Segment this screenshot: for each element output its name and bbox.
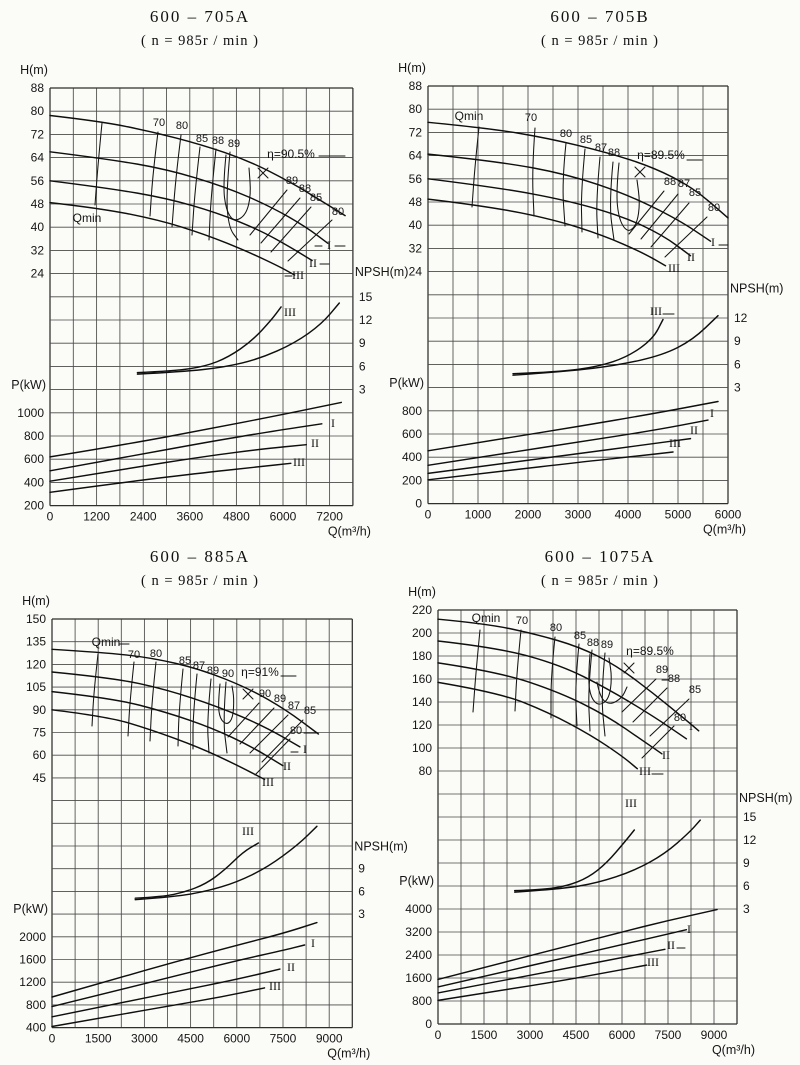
q-axis-title: Q(m³/h) [711,1043,755,1057]
efficiency-label: 87 [287,700,301,712]
curve-label-I: I [710,406,714,420]
q-axis-tick: 4800 [223,509,250,524]
pump-chart-svg [0,0,409,540]
chart-title: 600 – 705A [149,7,251,26]
p-axis-title: P(kW) [389,375,424,390]
curve-label-III: III [293,455,305,469]
p-axis-tick: 400 [401,450,422,465]
npsh-axis-title: NPSH(m) [730,281,784,296]
h-axis-tick: 120 [25,657,46,672]
h-axis-tick: 24 [30,266,44,281]
h-axis-tick: 150 [25,612,46,626]
h-axis-title: H(m) [398,61,426,75]
pump-chart-svg [0,540,408,1065]
efficiency-label: 85 [303,705,317,717]
h-axis-tick: 56 [30,173,44,188]
annotation-line [633,688,667,722]
head-curve-I [428,154,711,241]
h-axis-tick: 45 [32,770,46,785]
npsh-axis-title: NPSH(m) [739,791,793,806]
efficiency-label: 88 [607,147,621,159]
annotation-line [209,149,216,240]
h-axis-tick: 100 [411,741,432,755]
p-axis-tick: 800 [411,994,432,1008]
q-axis-title: Q(m³/h) [327,1046,371,1061]
curve-label-III: III [269,979,281,993]
efficiency-label: 88 [667,673,681,685]
npsh-axis-tick: 3 [743,902,750,916]
npsh-axis-tick: 3 [358,907,365,922]
q-axis-tick: 1200 [83,509,110,524]
h-axis-tick: 105 [25,680,46,695]
annotation-line [228,703,259,737]
efficiency-label: 89 [273,693,287,705]
h-axis-tick: 72 [30,127,44,142]
q-axis-tick: 3000 [564,507,592,522]
annotation-line [178,669,183,746]
efficiency-label: η=90.5% [267,147,315,161]
efficiency-label: 85 [309,192,323,204]
npsh-axis-tick: 9 [743,856,750,870]
curve-label-III: III [669,436,681,450]
q-axis-tick: 2400 [129,509,157,524]
h-axis-tick: 32 [30,243,44,258]
efficiency-label: 90 [221,668,235,680]
efficiency-label: 80 [175,120,189,132]
curve-label-III: III [262,775,274,789]
curve-label-III: III [284,305,296,319]
head-curve [438,619,702,769]
q-axis-tick: 0 [46,509,54,524]
h-axis-tick: 88 [408,79,422,93]
curve-label-I: I [331,416,335,430]
npsh-axis-tick: 12 [743,833,757,847]
curve-label-II: II [311,436,319,450]
p-axis-tick: 200 [23,498,44,513]
head-curve-III [52,710,265,780]
annotation-line [208,679,211,753]
efficiency-label: 85 [573,630,587,642]
npsh-curve-I [513,316,718,376]
h-axis-tick: 80 [408,102,422,117]
curve-label-III: III [668,261,680,275]
q-axis-tick: 7500 [654,1028,682,1042]
q-axis-tick: 7200 [316,509,343,524]
p-axis-tick: 0 [415,496,422,511]
h-axis-tick: 64 [408,148,422,163]
q-axis-tick: 1500 [84,1031,112,1046]
power-curve-II [52,969,280,1017]
efficiency-label: 88 [298,183,312,195]
q-axis-tick: 6000 [608,1028,636,1042]
efficiency-label: 80 [331,206,345,218]
curve-label-II: II [690,423,698,437]
efficiency-label: 89 [227,138,241,150]
power-curve [52,923,317,1027]
p-axis-tick: 1600 [19,952,46,967]
power-curve-0 [50,402,341,457]
efficiency-annotations [455,109,728,450]
chart-header [400,544,800,592]
p-axis-tick: 4000 [405,902,432,916]
h-axis-tick: 160 [411,672,432,686]
chart-title: 600 – 705B [550,7,650,26]
h-axis-tick: 48 [30,197,44,211]
h-axis-tick: 88 [30,81,44,95]
efficiency-label: 70 [515,615,529,627]
h-axis-tick: 72 [408,125,422,140]
p-axis-tick: 600 [401,427,422,441]
npsh-axis-title: NPSH(m) [354,839,408,854]
h-axis-tick: 40 [408,218,422,233]
p-axis-tick: 800 [401,403,422,418]
curve-label-III: III [639,764,651,778]
efficiency-annotations [472,611,701,969]
annotation-line [219,684,234,723]
q-axis-tick: 0 [48,1031,56,1046]
npsh-curve-III [515,830,635,891]
h-axis-tick: 60 [32,748,46,763]
efficiency-label: 70 [152,117,166,129]
q-axis-tick: 0 [424,507,432,522]
annotation-line [240,708,274,744]
h-axis-tick: 24 [408,264,422,279]
npsh-curve [137,303,339,374]
h-axis-tick: 75 [32,725,46,740]
chart-block-600-1075A [400,540,800,1065]
q-axis-tick: 9000 [315,1031,343,1046]
chart-subtitle: ( n = 985r / min ) [541,33,659,49]
p-axis-title: P(kW) [399,874,434,888]
chart-block-600-885A [0,540,408,1065]
efficiency-label: 80 [673,712,687,724]
annotation-line [602,653,605,736]
npsh-axis-tick: 6 [358,359,366,374]
p-axis-tick: 1200 [19,975,46,990]
efficiency-label: 89 [206,665,220,677]
efficiency-label: 80 [149,648,163,660]
efficiency-label: 80 [707,202,721,214]
curve-label-III: III [650,304,662,318]
qmin-label: Qmin [471,611,501,625]
npsh-axis-tick: 6 [358,884,365,899]
chart-header [400,4,800,52]
h-axis-tick: 220 [411,603,432,617]
npsh-axis-tick: 12 [358,313,373,327]
annotation-line [150,132,158,216]
npsh-curve [135,826,317,899]
q-axis-tick: 6000 [714,507,742,522]
annotation-line [473,630,480,712]
h-axis-tick: 120 [411,718,432,732]
chart-title: 600 – 1075A [544,547,656,566]
p-axis-tick: 800 [23,429,44,443]
h-axis-tick: 40 [30,220,44,235]
efficiency-label: 88 [586,637,600,649]
h-axis-tick: 135 [25,634,46,649]
power-curve-III [50,463,291,492]
annotation-line [193,674,197,749]
grid [52,619,352,1028]
q-axis-tick: 3000 [131,1031,158,1046]
h-axis-title: H(m) [22,594,50,608]
q-axis-tick: 4000 [614,507,642,522]
npsh-axis-tick: 3 [358,382,366,397]
curve-label-I: I [711,235,715,249]
q-axis-tick: 0 [434,1028,442,1042]
q-axis-tick: 1000 [464,507,492,522]
efficiency-label: 88 [211,135,225,147]
h-axis-tick: 80 [30,104,44,119]
p-axis-tick: 400 [23,475,44,490]
curve-label-II: II [667,938,675,952]
efficiency-label: 80 [549,622,563,634]
efficiency-label: 85 [579,134,593,146]
npsh-axis-tick: 15 [743,810,757,824]
curve-label-II: II [309,256,317,270]
power-curve-III [428,452,673,480]
annotation-line [581,149,585,232]
npsh-axis-tick: 6 [743,879,750,893]
h-axis-tick: 56 [408,171,422,186]
chart-block-600-705A [0,0,409,540]
grid [438,610,737,1024]
curve-label-III: III [625,796,637,810]
chart-title: 600 – 885A [149,547,251,566]
q-axis-tick: 7500 [269,1031,297,1046]
npsh-curve [515,820,701,892]
curve-label-II: II [662,748,670,762]
h-axis-tick: 32 [408,241,422,256]
curve-label-I: I [303,742,307,756]
h-axis-tick: 80 [418,764,432,778]
h-axis-tick: 180 [411,649,432,663]
annotation-line [597,157,600,238]
npsh-axis-tick: 15 [358,289,373,304]
curve-label-III: III [647,955,659,969]
npsh-curve [513,316,718,376]
npsh-curve-III [135,843,258,898]
q-axis-tick: 4500 [562,1028,590,1042]
efficiency-label: 85 [688,684,702,696]
annotation-line [150,662,156,741]
power-curve-0 [438,910,717,980]
npsh-curve-III [513,320,663,374]
q-axis-tick: 3000 [516,1028,544,1042]
qmin-label: Qmin [454,109,484,123]
npsh-axis-title: NPSH(m) [354,264,409,279]
efficiency-label: 87 [594,142,608,154]
q-axis-tick: 4500 [177,1031,204,1046]
efficiency-label: 88 [663,176,677,188]
efficiency-label: 89 [285,175,299,187]
head-curve-II [438,663,662,754]
curve-label-I: I [689,719,693,733]
power-curve-III [438,965,647,1000]
q-axis-title: Q(m³/h) [702,522,746,537]
efficiency-label: 70 [524,112,538,124]
npsh-axis-tick: 9 [358,861,365,876]
p-axis-tick: 200 [401,473,422,488]
annotation-line [95,123,102,205]
efficiency-label: 89 [655,664,669,676]
p-axis-tick: 600 [23,452,44,467]
annotation-line [192,147,200,235]
h-axis-title: H(m) [408,585,436,599]
efficiency-label: η=91% [241,665,279,679]
head-curve-III [438,682,637,768]
efficiency-annotations [92,635,318,993]
q-axis-tick: 1500 [470,1028,498,1042]
npsh-axis-tick: 9 [358,336,366,351]
curve-label-II: II [687,250,695,264]
h-axis-tick: 140 [411,695,432,709]
chart-header [0,4,400,52]
chart-subtitle: ( n = 985r / min ) [141,573,259,589]
npsh-curve-I [515,820,701,892]
efficiency-label: 80 [289,725,303,737]
p-axis-tick: 800 [25,997,46,1012]
efficiency-label: 87 [192,660,206,672]
efficiency-label: 90 [258,688,272,700]
q-axis-tick: 2000 [514,507,542,522]
h-axis-tick: 64 [30,150,44,165]
p-axis-title: P(kW) [13,901,48,916]
p-axis-tick: 400 [25,1020,46,1035]
head-curve-II [428,179,691,256]
p-axis-tick: 2400 [405,948,432,962]
qmin-label: Qmin [72,211,102,225]
p-axis-title: P(kW) [11,377,46,392]
npsh-curve-I [135,826,317,899]
efficiency-label: 70 [127,649,141,661]
power-curve-I [52,945,305,1007]
curve-label-II: II [283,759,291,773]
chart-subtitle: ( n = 985r / min ) [541,573,659,589]
chart-block-600-705B [389,0,800,540]
h-axis-tick: 200 [411,626,432,640]
power-curve-III [52,988,265,1027]
chart-header [0,544,400,592]
p-axis-tick: 1600 [405,971,432,985]
efficiency-label: 85 [688,187,702,199]
efficiency-label: η=89.5% [626,644,674,658]
q-axis-title: Q(m³/h) [327,524,371,539]
annotation-line [611,162,614,240]
power-curve-I [428,420,708,465]
efficiency-annotations [73,117,345,469]
pump-chart-svg [400,540,800,1065]
q-axis-tick: 9000 [700,1028,728,1042]
curve-label-I: I [327,238,331,252]
npsh-axis-tick: 12 [734,311,748,325]
chart-subtitle: ( n = 985r / min ) [141,33,259,49]
npsh-curve-I [137,303,339,374]
efficiency-label: η=89.5% [637,148,685,162]
npsh-axis-tick: 9 [734,334,741,349]
annotation-line [533,128,535,216]
efficiency-label: 85 [195,133,209,145]
q-axis-tick: 6000 [269,509,297,524]
q-axis-tick: 5000 [664,507,692,522]
efficiency-label: 80 [559,128,573,140]
q-axis-tick: 3600 [176,509,204,524]
curve-label-III: III [242,824,254,838]
p-axis-tick: 0 [425,1017,432,1031]
qmin-label: Qmin [91,635,121,649]
curve-label-III: III [292,268,304,282]
efficiency-label: 89 [600,639,614,651]
p-axis-tick: 3200 [405,925,432,939]
annotation-line [224,682,227,753]
curve-label-I: I [687,922,691,936]
npsh-axis-tick: 6 [734,357,741,372]
p-axis-tick: 1000 [17,405,44,420]
pump-chart-svg [389,0,800,540]
annotation-line [515,630,521,711]
efficiency-label: 87 [677,178,691,190]
p-axis-tick: 2000 [19,929,46,944]
power-curve [50,402,341,492]
npsh-axis-tick: 3 [734,380,741,395]
h-axis-title: H(m) [20,63,48,77]
h-axis-tick: 90 [32,702,46,717]
curve-label-I: I [311,936,315,950]
q-axis-tick: 6000 [223,1031,251,1046]
curve-label-II: II [287,960,295,974]
efficiency-label: 85 [178,655,192,667]
h-axis-tick: 48 [408,195,422,209]
